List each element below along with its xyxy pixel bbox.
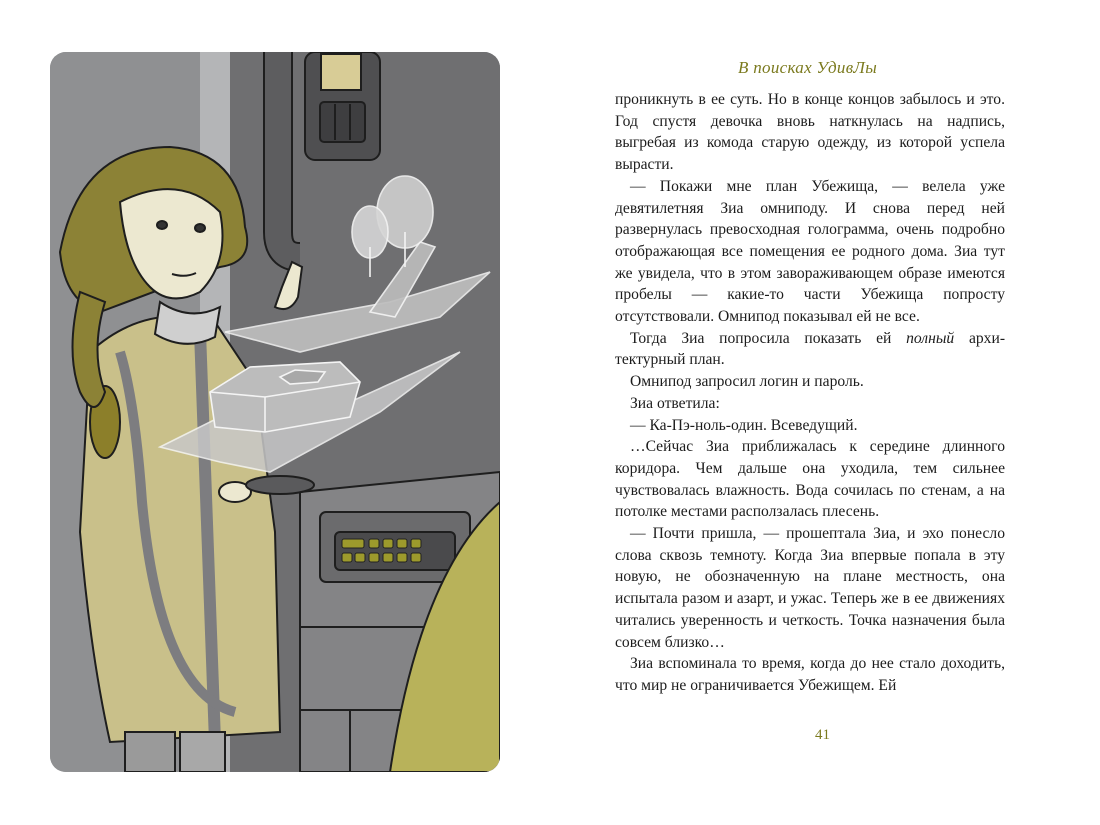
paragraph [615,436,1005,523]
paragraph [615,176,1005,328]
paragraph [615,328,1005,371]
paragraph [615,89,1005,176]
text-run: Тогда Зиа попросила показать ей [630,329,907,347]
text-run: — Ка-Пэ-ноль-один. Всеведущий. [630,416,858,434]
body-text [615,89,1005,697]
text-run: Зиа ответила: [630,394,720,412]
text-run: — Почти пришла, — прошептала Зиа, и эхо понесло слова сквозь темноту. Когда Зиа впервые попала в эту новую, не обозначенную на плане местность, она испытала разом и азарт, и ужас. Теперь же в ее движениях читались уверенность и четкость. Точка назначения была совсем близко… [615,525,1005,651]
emphasized-text: полный [906,329,955,347]
text-run: Зиа вспоминала то время, когда до нее стало доходить, что мир не ограничивается Убежищем. Ей [615,655,1005,694]
text-run: — Покажи мне план Убежища, — велела уже девятилетняя Зиа омниподу. И снова перед ней развернулась превосходная голограмма, очень подробно отображающая все помещения ее родного дома. Зиа тут же увидела, что в этом завораживающем образе имеются пробелы — какие-то части Убежища попросту отсутствовали. Омнипод показывал ей не все. [615,177,1005,326]
paragraph [615,415,1005,437]
text-run: Омнипод запросил логин и пароль. [630,373,864,391]
illustration-artwork [50,52,500,772]
text-run: проникнуть в ее суть. Но в конце концов забылось и это. Год спустя девочка вновь наткнулась на надпись, выгребая из комода старую одежду, из которой успела вырасти. [615,91,1005,174]
paragraph [615,523,1005,653]
paragraph [615,393,1005,415]
running-head: В поисках УдивЛы [737,58,878,77]
chapter-illustration [50,52,500,772]
wall-device [305,52,380,160]
paragraph [615,371,1005,393]
paragraph [615,653,1005,696]
page-number: 41 [815,727,830,743]
text-run: …Сейчас Зиа приближалась к середине длинного коридора. Чем дальше она уходила, тем сильнее чувствовалась влажность. Вода сочилась по стенам, а на потолке местами расползалась плесень. [615,438,1005,521]
text-run: архитектурный план. [615,329,1006,369]
